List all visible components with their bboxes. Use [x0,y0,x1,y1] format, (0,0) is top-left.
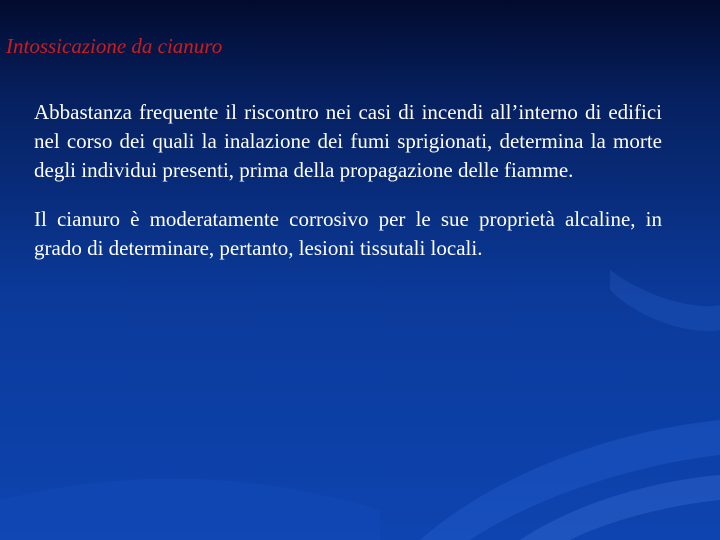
slide-title: Intossicazione da cianuro [6,34,223,58]
swoosh-band-2 [520,475,720,540]
slide-body [34,98,662,283]
paragraph-2: Il cianuro è moderatamente corrosivo per le sue proprietà alcaline, in grado di determinare, pertanto, lesioni tissutali locali. [34,207,662,260]
swoosh-band-4 [0,479,380,540]
paragraph-1: Abbastanza frequente il riscontro nei casi di incendi all’interno di edifici nel corso dei quali la inalazione dei fumi sprigionati, determina la morte degli individui presenti, prima della propagazione delle fiamme. [34,100,662,182]
swoosh-band-1 [420,420,720,540]
